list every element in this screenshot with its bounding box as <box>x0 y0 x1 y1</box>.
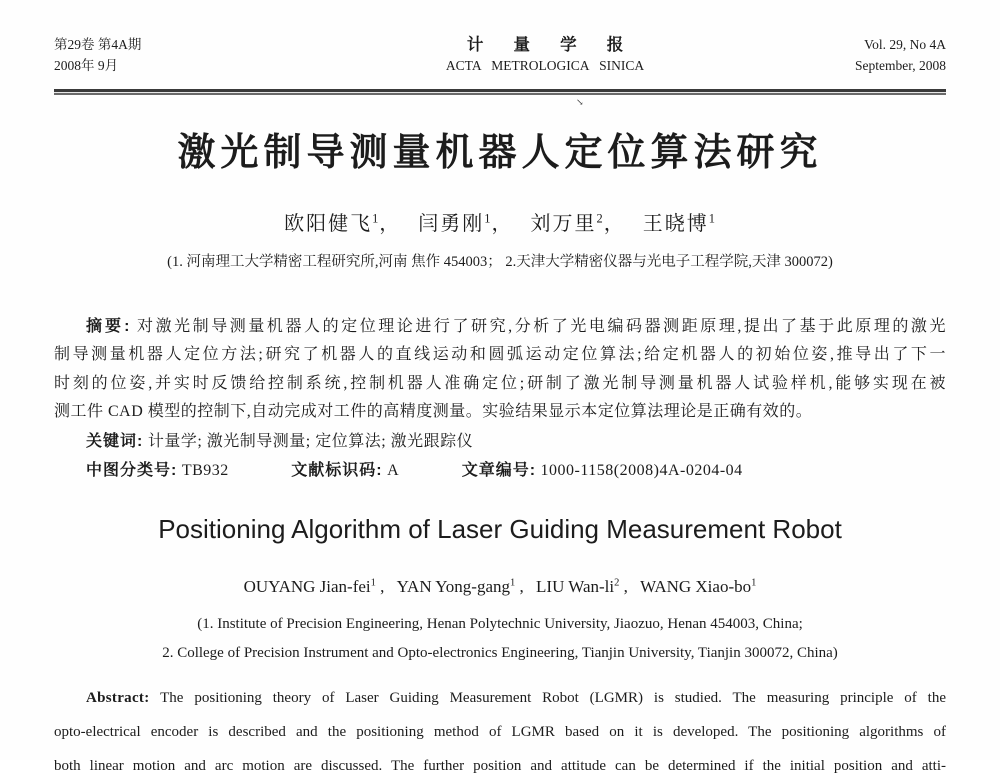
journal-name-en: ACTA METROLOGICA SINICA <box>445 58 645 73</box>
document-code: 文献标识码: A <box>291 462 400 480</box>
author-en: OUYANG Jian-fei$^1$ , <box>243 577 389 597</box>
author-affil-mark: 1 <box>372 211 379 225</box>
affiliation-cn: (1. 河南理工大学精密工程研究所,河南 焦作 454003； 2.天津大学精密仪器与光电子工程学院,天津 300072) <box>167 253 833 270</box>
masthead-divider <box>54 89 946 107</box>
article-title-cn: 激光制导测量机器人定位算法研究 <box>177 132 823 174</box>
abstract-en-line: Abstract: The positioning theory of Laser Guiding Measurement Robot (LGMR) is studied. The measuring principle of the <box>86 690 946 707</box>
author-en: LIU Wan-$li^2$ , <box>536 577 633 597</box>
abstract-cn-line: 制导测量机器人定位方法;研究了机器人的直线运动和圆弧运动定位算法;给定机器人的初始位姿,推导出了下一 <box>54 346 946 364</box>
abstract-label-cn: 摘要: <box>86 317 131 335</box>
scan-artifact: ↘ <box>576 97 584 107</box>
keywords-label-cn: 关键词: <box>86 432 144 450</box>
article-id: 文章编号: 1000-1158(2008)4A-0204-04 <box>461 462 743 480</box>
author-cn: 闫勇刚$^1$， <box>418 211 512 235</box>
author-affil-mark: 1 <box>708 211 715 225</box>
author-affil-mark: 1 <box>751 577 757 589</box>
affiliation-en-line: 2. College of Precision Instrument and Opto-electronics Engineering, Tianjin University, Tianjin 300072, China) <box>162 645 838 662</box>
journal-name-cn: 计 量 学 报 <box>466 35 624 54</box>
keywords-cn <box>54 428 946 457</box>
abstract-en-line: both linear motion and arc motion are discussed. The further position and attitude can be determined if the initial position and atti- <box>54 758 946 775</box>
abstract-cn <box>54 313 946 427</box>
affiliation-en <box>54 610 946 668</box>
abstract-cn-line: 测工件 CAD 模型的控制下,自动完成对工件的高精度测量。实验结果显示本定位算法理论是正确有效的。 <box>54 403 813 421</box>
clc-number: 中图分类号: TB932 <box>86 462 229 480</box>
author-cn: 欧阳健飞$^1$， <box>284 211 400 235</box>
classification-line <box>54 457 946 486</box>
authors-cn <box>54 204 946 238</box>
affiliation-en-line: (1. Institute of Precision Engineering, Henan Polytechnic University, Jiaozuo, Henan 454003, China; <box>197 616 803 633</box>
masthead-right <box>781 34 946 76</box>
author-cn: 王晓博$^1$ <box>642 211 715 235</box>
keywords-value-cn: 计量学; 激光制导测量; 定位算法; 激光跟踪仪 <box>147 432 474 450</box>
author-cn: 刘万里$^2$， <box>530 211 624 235</box>
abstract-cn-line: 时刻的位姿,并实时反馈给控制系统,控制机器人准确定位;研制了激光制导测量机器人试验样机,能够实现在被 <box>54 374 946 392</box>
abstract-en-line: opto-electrical encoder is described and the positioning method of LGMR based on it is developed. The positioning algorithms of <box>54 724 946 741</box>
author-affil-mark: 1 <box>370 577 376 589</box>
author-affil-mark: 2 <box>614 577 620 589</box>
volume-issue-cn: 第29卷 第4A期 <box>54 37 142 52</box>
author-affil-mark: 1 <box>510 577 516 589</box>
authors-en <box>54 572 946 600</box>
date-en: September, 2008 <box>855 58 946 73</box>
article-title-en: Positioning Algorithm of Laser Guiding Measurement Robot <box>158 513 842 544</box>
author-affil-mark: 1 <box>484 211 491 225</box>
abstract-cn-line: 摘要: 对激光制导测量机器人的定位理论进行了研究,分析了光电编码器测距原理,提出了基于此原理的激光 <box>86 317 946 335</box>
author-en: WANG Xiao-$bo^1$ <box>640 577 757 597</box>
date-cn: 2008年 9月 <box>54 58 119 73</box>
masthead-left <box>54 34 279 76</box>
journal-masthead <box>54 34 946 76</box>
volume-issue-en: Vol. 29, No 4A <box>864 37 946 52</box>
masthead-center <box>279 34 781 76</box>
author-affil-mark: 2 <box>596 211 603 225</box>
author-en: YAN Yong-gang$^1$ , <box>396 577 529 597</box>
abstract-en <box>54 681 946 783</box>
abstract-label-en: Abstract: <box>86 690 150 707</box>
